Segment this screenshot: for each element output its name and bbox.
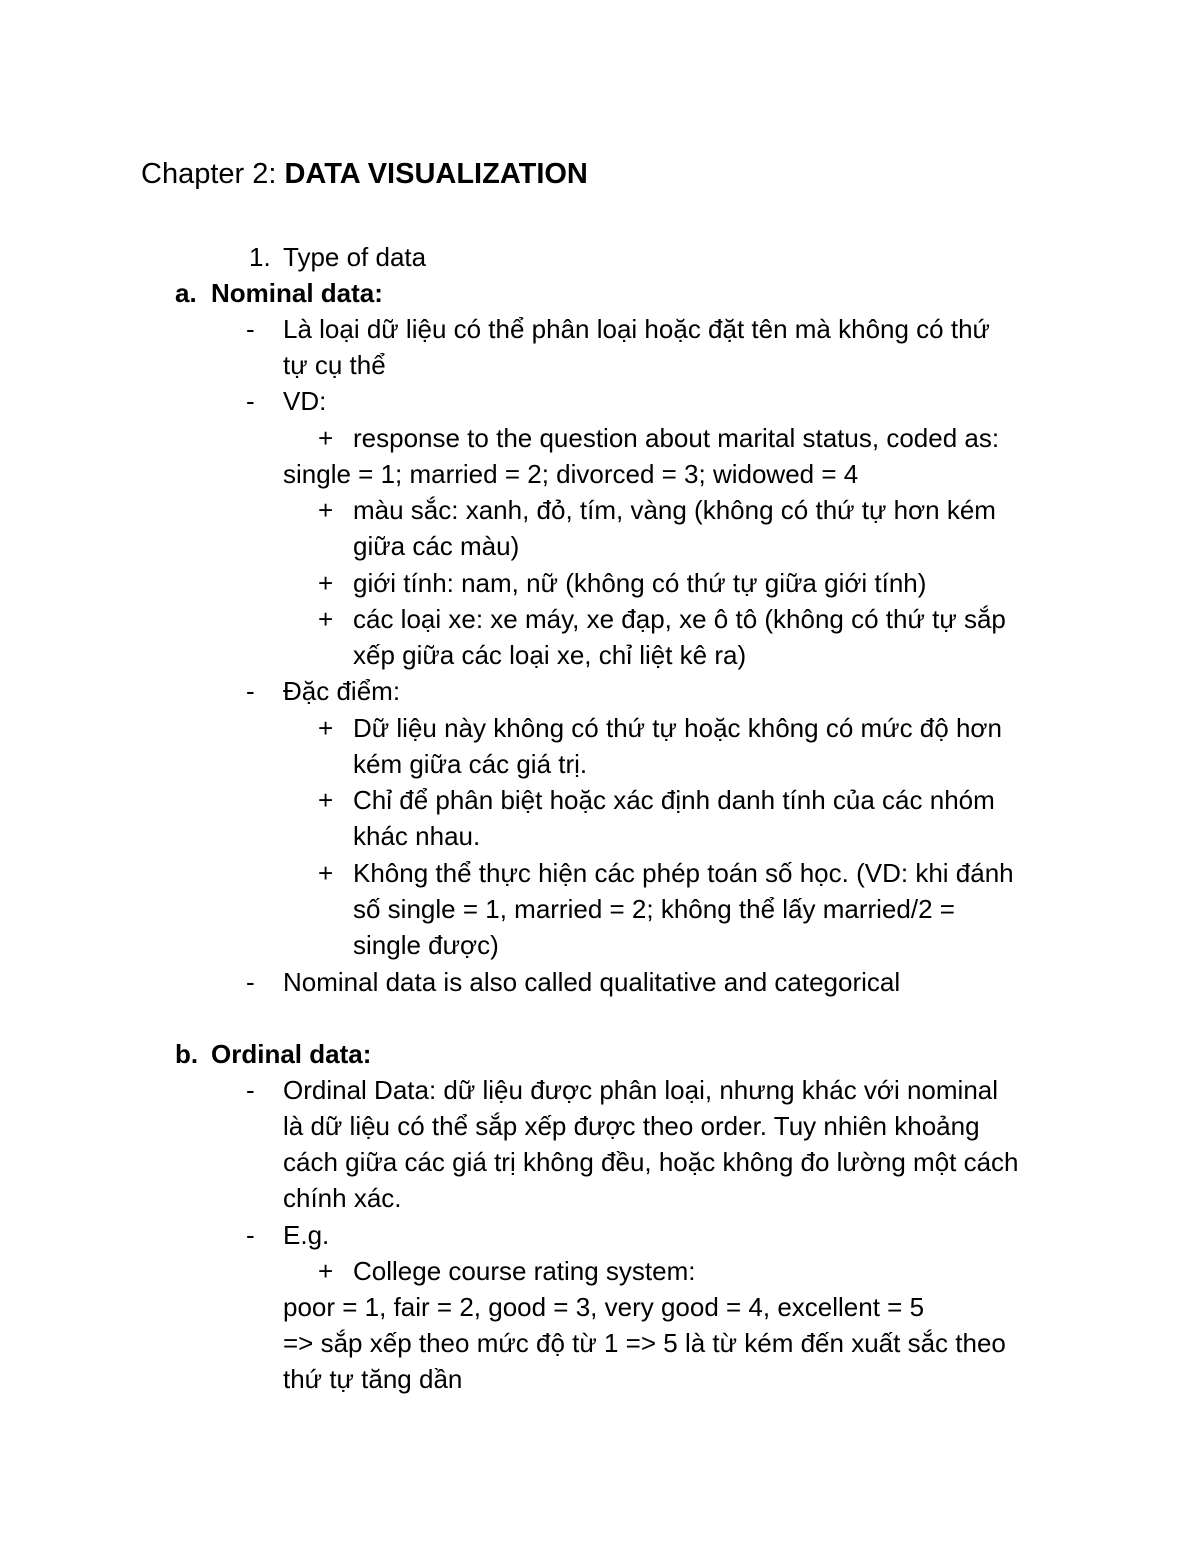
section-heading: Type of data: [283, 242, 427, 272]
dash-marker: -: [246, 386, 255, 416]
nominal-ex4-line2: xếp giữa các loại xe, chỉ liệt kê ra): [353, 640, 747, 670]
nominal-f3-line3: single được): [353, 930, 499, 960]
nominal-f1-line2: kém giữa các giá trị.: [353, 749, 588, 779]
ordinal-ex1-line1: College course rating system:: [353, 1256, 696, 1286]
nominal-also-called: Nominal data is also called qualitative and categorical: [283, 967, 901, 997]
nominal-heading: Nominal data:: [211, 278, 383, 308]
ordinal-def-line2: là dữ liệu có thể sắp xếp được theo order. Tuy nhiên khoảng: [283, 1111, 980, 1141]
nominal-ex2-line1: màu sắc: xanh, đỏ, tím, vàng (không có thứ tự hơn kém: [353, 495, 996, 525]
nominal-f1-line1: Dữ liệu này không có thứ tự hoặc không có mức độ hơn: [353, 713, 1002, 743]
section-number: 1.: [249, 242, 271, 272]
subsection-letter-a: a.: [175, 278, 197, 308]
nominal-ex4-line1: các loại xe: xe máy, xe đạp, xe ô tô (không có thứ tự sắp: [353, 604, 1006, 634]
nominal-f3-line2: số single = 1, married = 2; không thể lấy married/2 =: [353, 894, 955, 924]
nominal-ex1-line2: single = 1; married = 2; divorced = 3; widowed = 4: [283, 459, 859, 489]
dash-marker: -: [246, 1075, 255, 1105]
ordinal-ex1-line2: poor = 1, fair = 2, good = 3, very good = 4, excellent = 5: [283, 1292, 925, 1322]
title-prefix: Chapter 2:: [141, 158, 285, 190]
nominal-f2-line1: Chỉ để phân biệt hoặc xác định danh tính của các nhóm: [353, 785, 995, 815]
ordinal-def-line1: Ordinal Data: dữ liệu được phân loại, nhưng khác với nominal: [283, 1075, 999, 1105]
dash-marker: -: [246, 1220, 255, 1250]
page-title: [141, 154, 588, 194]
subsection-letter-b: b.: [175, 1039, 199, 1069]
nominal-f3-line1: Không thể thực hiện các phép toán số học. (VD: khi đánh: [353, 858, 1014, 888]
plus-marker: +: [318, 604, 334, 634]
title-main: DATA VISUALIZATION: [284, 158, 588, 190]
nominal-ex2-line2: giữa các màu): [353, 531, 520, 561]
ordinal-def-line4: chính xác.: [283, 1183, 402, 1213]
ordinal-def-line3: cách giữa các giá trị không đều, hoặc không đo lường một cách: [283, 1147, 1019, 1177]
ordinal-heading: Ordinal data:: [211, 1039, 372, 1069]
nominal-def-line2: tự cụ thể: [283, 350, 386, 380]
plus-marker: +: [318, 1256, 334, 1286]
dash-marker: -: [246, 314, 255, 344]
plus-marker: +: [318, 495, 334, 525]
nominal-f2-line2: khác nhau.: [353, 821, 481, 851]
nominal-features-label: Đặc điểm:: [283, 676, 401, 706]
ordinal-ex1-line4: thứ tự tăng dần: [283, 1364, 463, 1394]
ordinal-eg-label: E.g.: [283, 1220, 330, 1250]
nominal-ex1-line1: response to the question about marital status, coded as:: [353, 423, 1000, 453]
plus-marker: +: [318, 423, 334, 453]
plus-marker: +: [318, 713, 334, 743]
ordinal-ex1-line3: => sắp xếp theo mức độ từ 1 => 5 là từ kém đến xuất sắc theo: [283, 1328, 1006, 1358]
plus-marker: +: [318, 568, 334, 598]
plus-marker: +: [318, 785, 334, 815]
plus-marker: +: [318, 858, 334, 888]
nominal-def-line1: Là loại dữ liệu có thể phân loại hoặc đặt tên mà không có thứ: [283, 314, 990, 344]
dash-marker: -: [246, 676, 255, 706]
dash-marker: -: [246, 967, 255, 997]
nominal-examples-label: VD:: [283, 386, 327, 416]
nominal-ex3: giới tính: nam, nữ (không có thứ tự giữa giới tính): [353, 568, 927, 598]
